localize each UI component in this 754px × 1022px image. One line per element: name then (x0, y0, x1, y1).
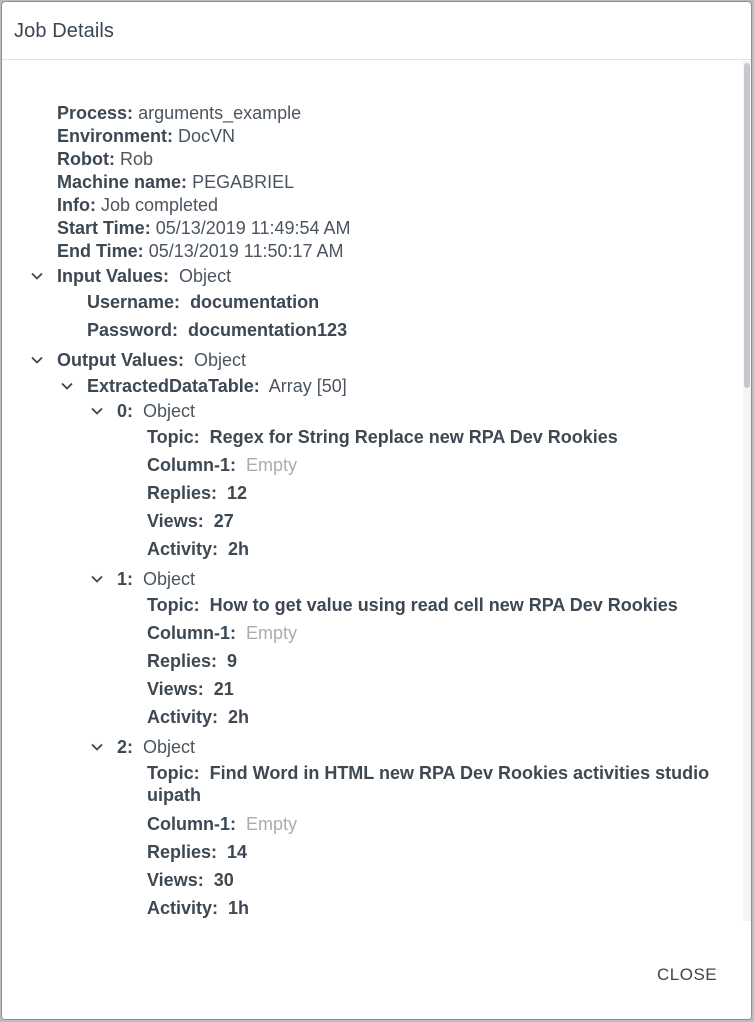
extracted-table-row[interactable] (87, 375, 347, 397)
robot-value: Rob (120, 149, 154, 169)
item-0-column1-row (147, 454, 297, 476)
username-value: documentation (190, 292, 320, 312)
robot-row (57, 148, 153, 170)
output-values-label: Output Values: (57, 350, 185, 370)
start-time-label: Start Time: (57, 218, 151, 238)
activity-label: Activity: (147, 898, 219, 918)
process-label: Process: (57, 103, 134, 123)
output-values-chevron-down-icon[interactable] (30, 353, 44, 367)
extracted-table-label: ExtractedDataTable: (87, 376, 260, 396)
start-time-value: 05/13/2019 11:49:54 AM (155, 218, 351, 238)
dialog-footer (2, 921, 751, 1019)
item-0-activity-row (147, 538, 249, 560)
column1-label: Column-1: (147, 814, 236, 834)
item-1-chevron-down-icon[interactable] (90, 572, 104, 586)
replies-label: Replies: (147, 483, 218, 503)
activity-label: Activity: (147, 539, 219, 559)
extracted-table-chevron-down-icon[interactable] (60, 379, 74, 393)
item-1-replies-row (147, 650, 237, 672)
environment-label: Environment: (57, 126, 174, 146)
item-index: 1: (117, 569, 134, 589)
item-2-views-row (147, 869, 234, 891)
end-time-row (57, 240, 344, 262)
job-details-dialog (2, 2, 751, 1019)
column1-value: Empty (246, 455, 298, 475)
dialog-title: Job Details (14, 20, 115, 42)
start-time-row (57, 217, 351, 239)
item-0-replies-row (147, 482, 247, 504)
process-value: arguments_example (138, 103, 302, 123)
item-2-activity-row (147, 897, 249, 919)
views-label: Views: (147, 511, 204, 531)
item-index: 0: (117, 401, 134, 421)
info-label: Info: (57, 195, 96, 215)
output-values-type: Object (194, 350, 247, 370)
activity-value: 2h (228, 539, 250, 559)
machine-label: Machine name: (57, 172, 188, 192)
item-type: Object (143, 737, 196, 757)
replies-label: Replies: (147, 842, 218, 862)
item-type: Object (143, 569, 196, 589)
end-time-value: 05/13/2019 11:50:17 AM (148, 241, 344, 261)
environment-row (57, 125, 235, 147)
end-time-label: End Time: (57, 241, 144, 261)
dialog-header (2, 2, 751, 60)
item-1-column1-row (147, 622, 297, 644)
vertical-scrollbar[interactable] (743, 61, 751, 921)
item-1-views-row (147, 678, 234, 700)
username-row (87, 291, 319, 313)
replies-value: 14 (227, 842, 248, 862)
item-index: 2: (117, 737, 134, 757)
item-0-chevron-down-icon[interactable] (90, 404, 104, 418)
topic-label: Topic: (147, 595, 200, 615)
input-values-row[interactable] (57, 265, 231, 287)
input-values-type: Object (179, 266, 232, 286)
environment-value: DocVN (178, 126, 236, 146)
topic-label: Topic: (147, 763, 200, 783)
item-type: Object (143, 401, 196, 421)
machine-value: PEGABRIEL (192, 172, 295, 192)
topic-value: How to get value using read cell new RPA Dev Rookies (209, 595, 678, 615)
views-label: Views: (147, 679, 204, 699)
close-button[interactable]: CLOSE (647, 959, 727, 991)
item-2-chevron-down-icon[interactable] (90, 740, 104, 754)
robot-label: Robot: (57, 149, 115, 169)
activity-value: 2h (228, 707, 250, 727)
item-1-row[interactable] (117, 568, 195, 590)
extracted-table-type: Array [50] (268, 376, 347, 396)
views-value: 27 (213, 511, 234, 531)
username-label: Username: (87, 292, 181, 312)
password-label: Password: (87, 320, 179, 340)
replies-value: 12 (227, 483, 248, 503)
input-values-chevron-down-icon[interactable] (30, 269, 44, 283)
scrollbar-thumb[interactable] (744, 63, 750, 388)
column1-label: Column-1: (147, 455, 236, 475)
item-2-column1-row (147, 813, 297, 835)
info-value: Job completed (101, 195, 219, 215)
info-row (57, 194, 218, 216)
process-row (57, 102, 301, 124)
activity-label: Activity: (147, 707, 219, 727)
item-2-row[interactable] (117, 736, 195, 758)
replies-label: Replies: (147, 651, 218, 671)
item-0-topic-row (147, 426, 618, 448)
item-2-topic-row (147, 762, 712, 806)
replies-value: 9 (227, 651, 238, 671)
views-value: 30 (213, 870, 234, 890)
column1-value: Empty (246, 623, 298, 643)
topic-value: Find Word in HTML new RPA Dev Rookies activities studio uipath (147, 763, 710, 805)
output-values-row[interactable] (57, 349, 246, 371)
item-0-views-row (147, 510, 234, 532)
item-1-topic-row (147, 594, 678, 616)
views-label: Views: (147, 870, 204, 890)
topic-label: Topic: (147, 427, 200, 447)
activity-value: 1h (228, 898, 250, 918)
job-details-content[interactable] (2, 61, 742, 921)
input-values-label: Input Values: (57, 266, 170, 286)
item-1-activity-row (147, 706, 249, 728)
machine-row (57, 171, 294, 193)
column1-value: Empty (246, 814, 298, 834)
password-row (87, 319, 347, 341)
column1-label: Column-1: (147, 623, 236, 643)
item-2-replies-row (147, 841, 247, 863)
password-value: documentation123 (188, 320, 348, 340)
topic-value: Regex for String Replace new RPA Dev Rookies (209, 427, 618, 447)
views-value: 21 (213, 679, 234, 699)
item-0-row[interactable] (117, 400, 195, 422)
